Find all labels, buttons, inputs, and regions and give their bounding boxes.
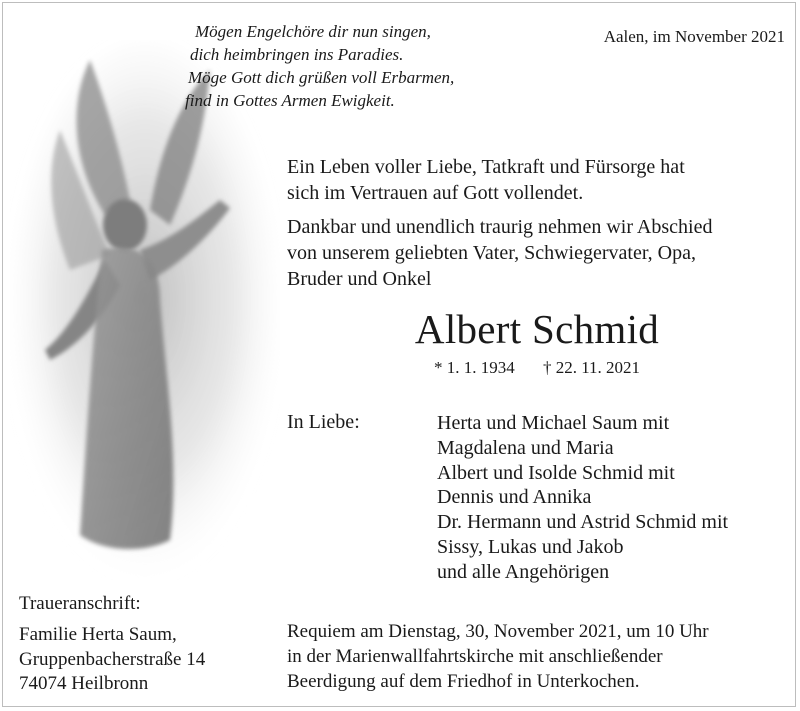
- intro-line: Dankbar und unendlich traurig nehmen wir Abschied: [287, 216, 713, 238]
- verse: [185, 20, 515, 112]
- verse-line: find in Gottes Armen Ewigkeit.: [185, 91, 395, 110]
- intro-line: sich im Vertrauen auf Gott vollendet.: [287, 182, 584, 204]
- requiem-line: in der Marienwallfahrtskirche mit anschließender: [287, 645, 663, 667]
- mourner-line: Sissy, Lukas und Jakob: [437, 535, 624, 558]
- verse-line: dich heimbringen ins Paradies.: [190, 45, 404, 64]
- requiem-line: Beerdigung auf dem Friedhof in Unterkochen.: [287, 670, 640, 692]
- requiem-line: Requiem am Dienstag, 30, November 2021, um 10 Uhr: [287, 621, 709, 642]
- mourners-label: In Liebe:: [287, 411, 360, 433]
- mourner-line: und alle Angehörigen: [437, 560, 610, 583]
- mourners-list: [437, 411, 787, 585]
- mourner-line: Herta und Michael Saum mit: [437, 412, 670, 434]
- requiem-info: [287, 620, 792, 694]
- address-line: Gruppenbacherstraße 14: [19, 648, 206, 670]
- death-date: † 22. 11. 2021: [542, 358, 641, 377]
- mourner-line: Dennis und Annika: [437, 486, 592, 509]
- deceased-name: Albert Schmid: [414, 306, 660, 352]
- place-date: Aalen, im November 2021: [603, 27, 785, 46]
- intro-line: von unserem geliebten Vater, Schwiegervater, Opa,: [287, 242, 696, 264]
- verse-line: Mögen Engelchöre dir nun singen,: [195, 22, 431, 41]
- intro-line: Bruder und Onkel: [287, 268, 432, 290]
- verse-line: Möge Gott dich grüßen voll Erbarmen,: [188, 68, 455, 87]
- mourning-address: [19, 592, 269, 697]
- angel-illustration: [10, 40, 280, 580]
- mourner-line: Dr. Hermann und Astrid Schmid mit: [437, 511, 729, 534]
- birth-date: * 1. 1. 1934: [433, 358, 515, 377]
- mourner-line: Albert und Isolde Schmid mit: [437, 461, 675, 484]
- intro-paragraph: [287, 214, 792, 292]
- mourner-line: Magdalena und Maria: [437, 436, 614, 459]
- life-dates: [287, 358, 787, 378]
- intro-text: [287, 154, 792, 300]
- address-line: 74074 Heilbronn: [19, 673, 149, 695]
- address-line: Familie Herta Saum,: [19, 623, 177, 645]
- intro-paragraph: [287, 154, 792, 206]
- intro-line: Ein Leben voller Liebe, Tatkraft und Fürsorge hat: [287, 156, 685, 178]
- address-label: Traueranschrift:: [19, 593, 141, 614]
